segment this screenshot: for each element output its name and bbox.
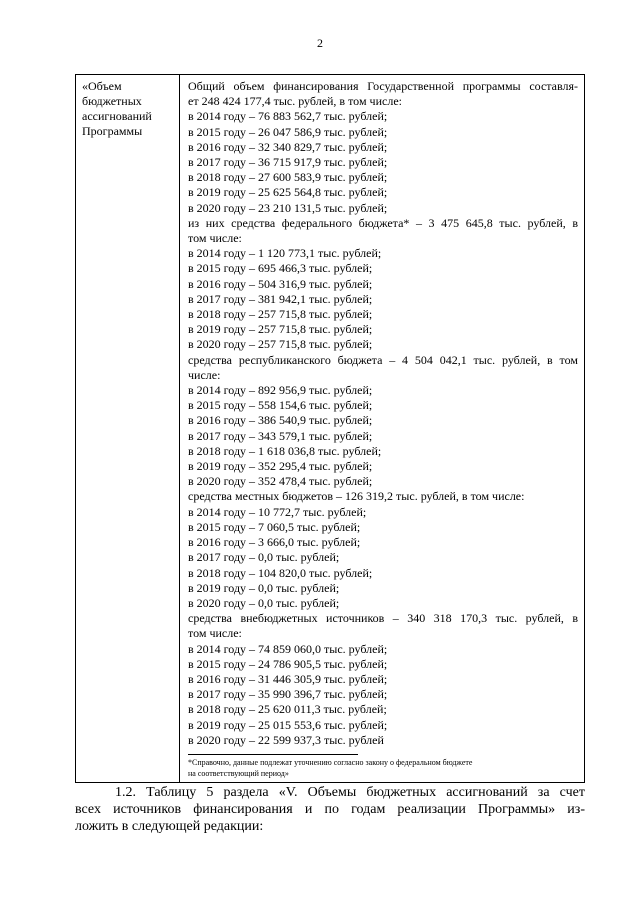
table-row [76, 75, 585, 783]
budget-table [75, 74, 585, 783]
intro-line: Общий объем финансирования Государственной программы составля- [188, 79, 578, 93]
republic-year-line: в 2020 году – 352 478,4 тыс. рублей; [188, 474, 373, 489]
label-line: Программы [82, 124, 143, 138]
republic-year-line: в 2016 году – 386 540,9 тыс. рублей; [188, 413, 373, 428]
republic-year-line: в 2015 году – 558 154,6 тыс. рублей; [188, 398, 373, 413]
local-header-line: средства местных бюджетов – 126 319,2 тыс. рублей, в том числе: [188, 489, 525, 504]
extrabudget-year-line: в 2016 году – 31 446 305,9 тыс. рублей; [188, 671, 388, 686]
federal-year-line: в 2016 году – 504 316,9 тыс. рублей; [188, 276, 373, 291]
total-year-line: в 2017 году – 36 715 917,9 тыс. рублей; [188, 155, 388, 170]
federal-year-line: в 2014 году – 1 120 773,1 тыс. рублей; [188, 246, 382, 261]
federal-year-line: в 2020 году – 257 715,8 тыс. рублей; [188, 337, 373, 352]
federal-header-line: из них средства федерального бюджета* – 3 475 645,8 тыс. рублей, в [188, 215, 578, 230]
extrabudget-year-line: в 2015 году – 24 786 905,5 тыс. рублей; [188, 656, 388, 671]
local-year-line: в 2017 году – 0,0 тыс. рублей; [188, 550, 340, 565]
extrabudget-year-line: в 2020 году – 22 599 937,3 тыс. рублей [188, 732, 384, 747]
local-year-line: в 2020 году – 0,0 тыс. рублей; [188, 595, 340, 610]
label-line: ассигнований [82, 109, 152, 123]
local-year-line: в 2016 году – 3 666,0 тыс. рублей; [188, 535, 361, 550]
republic-year-line: в 2018 году – 1 618 036,8 тыс. рублей; [188, 443, 382, 458]
local-year-line: в 2019 году – 0,0 тыс. рублей; [188, 580, 340, 595]
row-label-cell [76, 75, 180, 783]
paragraph-line: 1.2. Таблицу 5 раздела «V. Объемы бюджетных ассигнований за счет [115, 785, 585, 800]
federal-year-line: в 2015 году – 695 466,3 тыс. рублей; [188, 261, 373, 276]
footnote [188, 755, 578, 782]
footnote-line: *Справочно, данные подлежат уточнению согласно закону о федеральном бюджете [188, 757, 473, 767]
republic-year-line: в 2017 году – 343 579,1 тыс. рублей; [188, 428, 373, 443]
total-year-line: в 2014 году – 76 883 562,7 тыс. рублей; [188, 109, 388, 124]
footnote-line: на соответствующий период» [188, 768, 289, 778]
extrabudget-year-line: в 2019 году – 25 015 553,6 тыс. рублей; [188, 717, 388, 732]
republic-year-line: в 2019 году – 352 295,4 тыс. рублей; [188, 459, 373, 474]
extrabudget-header-line: средства внебюджетных источников – 340 318 170,3 тыс. рублей, в [188, 611, 578, 626]
republic-year-line: в 2014 году – 892 956,9 тыс. рублей; [188, 383, 373, 398]
republic-header-line: числе: [188, 367, 221, 382]
label-line: «Объем [82, 79, 122, 93]
extrabudget-year-line: в 2017 году – 35 990 396,7 тыс. рублей; [188, 687, 388, 702]
total-year-line: в 2019 году – 25 625 564,8 тыс. рублей; [188, 185, 388, 200]
intro-line: ет 248 424 177,4 тыс. рублей, в том числе: [188, 94, 402, 109]
federal-year-line: в 2017 году – 381 942,1 тыс. рублей; [188, 291, 373, 306]
amendment-paragraph [75, 784, 585, 835]
extrabudget-year-line: в 2018 году – 25 620 011,3 тыс. рублей; [188, 702, 387, 717]
federal-year-line: в 2018 году – 257 715,8 тыс. рублей; [188, 307, 373, 322]
total-year-line: в 2018 году – 27 600 583,9 тыс. рублей; [188, 170, 388, 185]
paragraph-line: всех источников финансирования и по годам реализации Программы» из- [75, 802, 585, 817]
local-year-line: в 2015 году – 7 060,5 тыс. рублей; [188, 519, 361, 534]
local-year-line: в 2018 году – 104 820,0 тыс. рублей; [188, 565, 373, 580]
federal-year-line: в 2019 году – 257 715,8 тыс. рублей; [188, 322, 373, 337]
republic-header-line: средства республиканского бюджета – 4 504 042,1 тыс. рублей, в том [188, 352, 578, 367]
row-content-cell [180, 75, 585, 783]
extrabudget-header-line: том числе: [188, 626, 242, 641]
local-year-line: в 2014 году – 10 772,7 тыс. рублей; [188, 504, 367, 519]
total-year-line: в 2020 году – 23 210 131,5 тыс. рублей; [188, 200, 388, 215]
page-number: 2 [317, 36, 323, 50]
label-line: бюджетных [82, 94, 142, 108]
total-year-line: в 2016 году – 32 340 829,7 тыс. рублей; [188, 139, 388, 154]
extrabudget-year-line: в 2014 году – 74 859 060,0 тыс. рублей; [188, 641, 388, 656]
paragraph-line: ложить в следующей редакции: [75, 819, 264, 834]
federal-header-line: том числе: [188, 231, 242, 246]
total-year-line: в 2015 году – 26 047 586,9 тыс. рублей; [188, 124, 388, 139]
